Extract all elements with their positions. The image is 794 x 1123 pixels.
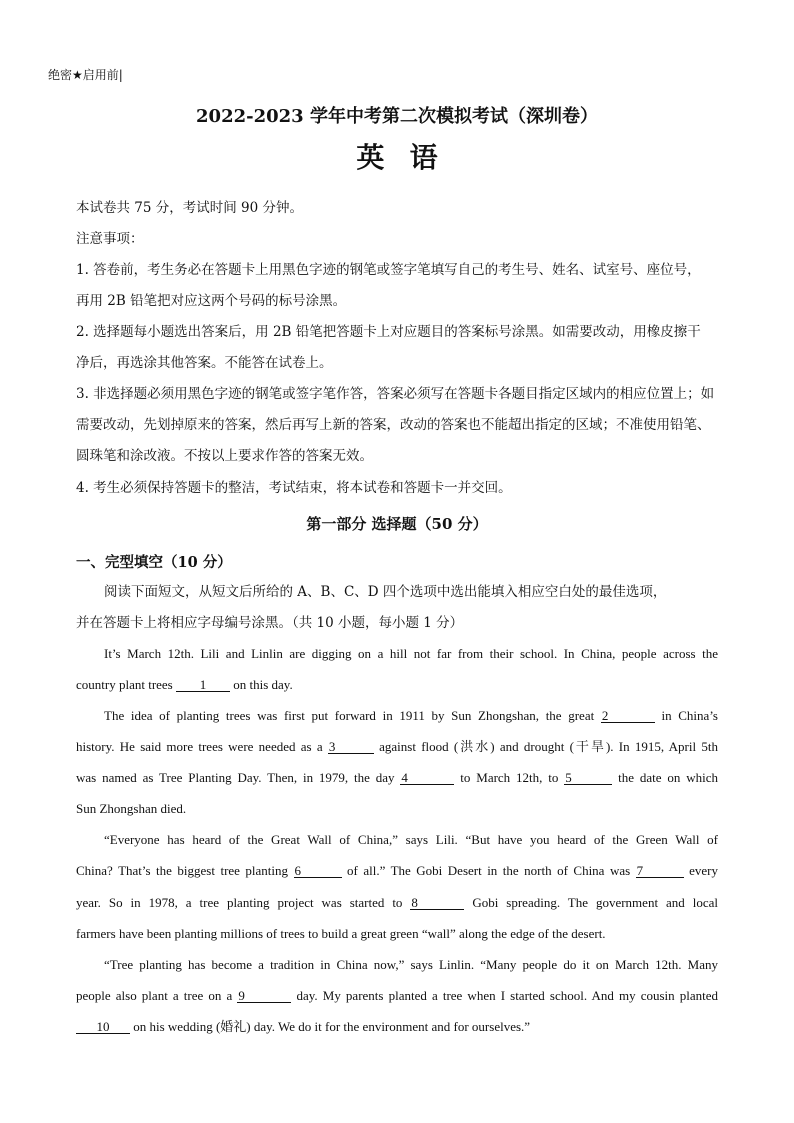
blank-3: 3 xyxy=(328,740,374,754)
subject-title: 英语 xyxy=(356,141,463,174)
note-1a: 1. 答卷前，考生务必在答题卡上用黑色字迹的钢笔或签字笔填写自己的考生号、姓名、试室号、座位号， xyxy=(76,262,701,278)
passage-line xyxy=(104,706,718,726)
blank-5: 5 xyxy=(564,771,612,785)
passage-line xyxy=(76,675,293,695)
note-3b: 需要改动，先划掉原来的答案，然后再写上新的答案，改动的答案也不能超出指定的区域；不准使用铅笔、 xyxy=(76,417,711,433)
text: against flood (洪水) and drought (干旱). In 1915, April 5th xyxy=(373,739,718,754)
blank-7: 7 xyxy=(636,864,684,878)
text: people also plant a tree on a xyxy=(76,988,238,1003)
note-3c: 圆珠笔和涂改液。不按以上要求作答的答案无效。 xyxy=(76,448,373,464)
text: history. He said more trees were needed as a xyxy=(76,739,328,754)
text: every xyxy=(683,863,719,878)
note-3a: 3. 非选择题必须用黑色字迹的钢笔或签字笔作答，答案必须写在答题卡各题目指定区域内的相应位置上；如 xyxy=(76,386,715,402)
text: Gobi spreading. The government and local xyxy=(464,895,718,910)
blank-4: 4 xyxy=(400,771,454,785)
text: China? That’s the biggest tree planting xyxy=(76,863,294,878)
section-title: 第一部分 选择题（50 分） xyxy=(306,515,488,533)
passage-line xyxy=(76,737,718,757)
blank-9: 9 xyxy=(237,989,291,1003)
blank-6: 6 xyxy=(294,864,342,878)
blank-2: 2 xyxy=(601,709,655,723)
blank-1: 1 xyxy=(176,678,230,692)
text: year. So in 1978, a tree planting project was started to xyxy=(76,895,411,910)
text: day. My parents planted a tree when I started school. And my cousin planted xyxy=(291,988,719,1003)
passage-line: It’s March 12th. Lili and Linlin are digging on a hill not far from their school. In China, people across the xyxy=(104,646,718,661)
text: the date on which xyxy=(612,770,718,785)
note-2a: 2. 选择题每小题选出答案后，用 2B 铅笔把答题卡上对应题目的答案标号涂黑。如需要改动，用橡皮擦干 xyxy=(76,324,701,340)
passage-line: “Tree planting has become a tradition in China now,” says Linlin. “Many people do it on March 12th. Many xyxy=(104,957,718,972)
text: The idea of planting trees was first put forward in 1911 by Sun Zhongshan, the great xyxy=(104,708,601,723)
passage-line: “Everyone has heard of the Great Wall of China,” says Lili. “But have you heard of the Green Wall of xyxy=(104,832,718,847)
exam-title: 2022-2023 学年中考第二次模拟考试（深圳卷） xyxy=(196,106,598,127)
text: was named as Tree Planting Day. Then, in 1979, the day xyxy=(76,770,401,785)
passage-line: farmers have been planting millions of trees to build a great green “wall” along the edge of the desert. xyxy=(76,926,606,941)
blank-10: 10 xyxy=(76,1020,130,1034)
notes-title: 注意事项： xyxy=(76,231,144,247)
directions-2: 并在答题卡上将相应字母编号涂黑。（共 10 小题，每小题 1 分） xyxy=(76,615,464,631)
text: on his wedding (婚礼) day. We do it for the environment and for ourselves.” xyxy=(130,1019,531,1034)
note-4: 4. 考生必须保持答题卡的整洁，考试结束，将本试卷和答题卡一并交回。 xyxy=(76,480,512,496)
confidential-label: 绝密★启用前| xyxy=(48,68,123,82)
text: country plant trees xyxy=(76,677,176,692)
passage-line xyxy=(76,1017,530,1037)
blank-8: 8 xyxy=(410,896,464,910)
text: on this day. xyxy=(230,677,293,692)
text: in China’s xyxy=(654,708,718,723)
passage-line xyxy=(76,861,718,881)
passage-line xyxy=(76,893,718,913)
note-1b: 再用 2B 铅笔把对应这两个号码的标号涂黑。 xyxy=(76,293,347,309)
text: to March 12th, to xyxy=(454,770,565,785)
exam-info: 本试卷共 75 分，考试时间 90 分钟。 xyxy=(76,200,304,216)
text: of all.” The Gobi Desert in the north of China was xyxy=(341,863,636,878)
directions-1: 阅读下面短文，从短文后所给的 A、B、C、D 四个选项中选出能填入相应空白处的最佳选项， xyxy=(104,584,667,600)
note-2b: 净后，再选涂其他答案。不能答在试卷上。 xyxy=(76,355,333,371)
passage-line xyxy=(76,986,718,1006)
part-heading: 一、完型填空（10 分） xyxy=(76,554,232,571)
passage-line xyxy=(76,768,718,788)
passage-line: Sun Zhongshan died. xyxy=(76,801,187,816)
